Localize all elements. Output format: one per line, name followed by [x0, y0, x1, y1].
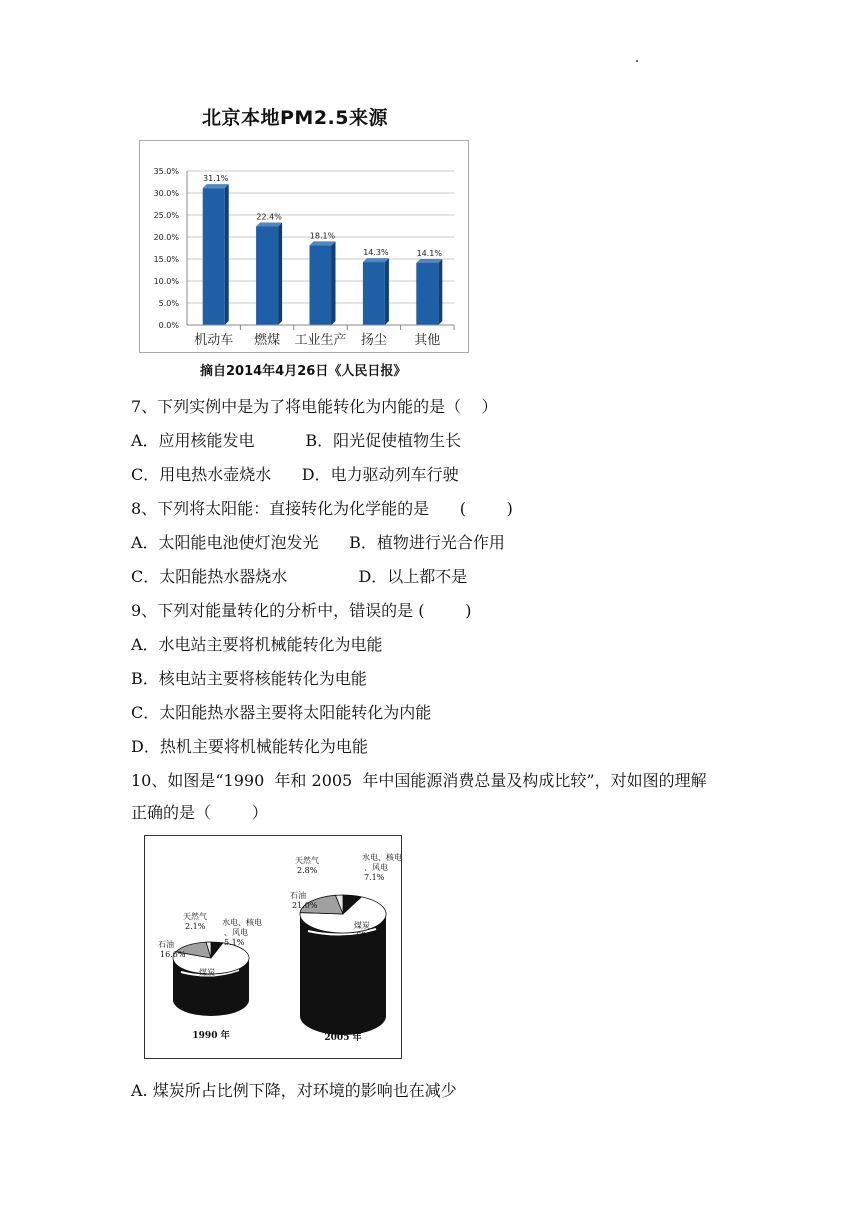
- bar-value-label: 18.1%: [309, 231, 336, 241]
- question-7-stem: 7、下列实例中是为了将电能转化为内能的是（ ）: [131, 397, 498, 416]
- y-tick-label: 35.0%: [153, 167, 179, 176]
- y-tick-label: 0.0%: [158, 321, 179, 330]
- x-tick-label: 工业生产: [294, 333, 347, 348]
- question-10-stem-line1: 10、如图是“1990 年和 2005 年中国能源消费总量及构成比较”，对如图的理解: [131, 771, 707, 790]
- pm25-bar-chart: [139, 140, 469, 353]
- page-dot: [636, 60, 638, 62]
- question-9-option-b: B．核电站主要将核能转化为电能: [131, 669, 367, 688]
- pie-slice-label: 水电、核电、风电 5.1%: [222, 918, 262, 947]
- bar-side: [225, 184, 229, 325]
- bar: [363, 262, 385, 325]
- bar: [416, 263, 438, 325]
- pie-slice-label: 石油 21.0%: [290, 891, 318, 910]
- bar-value-label: 31.1%: [202, 174, 229, 184]
- x-tick-label: 机动车: [194, 333, 234, 348]
- x-tick-label: 其他: [414, 333, 441, 348]
- pie-slice-label: 煤炭 76.2%: [199, 968, 227, 987]
- bar-value-label: 14.3%: [363, 248, 389, 258]
- bar-value-label: 14.1%: [416, 248, 443, 258]
- question-10-stem-line2: 正确的是（ ）: [131, 803, 268, 822]
- question-9-option-c: C．太阳能热水器主要将太阳能转化为内能: [131, 703, 432, 722]
- question-8-stem: 8、下列将太阳能：直接转化为化学能的是 ( ): [131, 499, 513, 518]
- pie-year-label: 1990 年: [192, 1031, 230, 1041]
- question-7-options-ab: A．应用核能发电 B．阳光促使植物生长: [131, 431, 462, 450]
- pie-slice-label: 天然气 2.8%: [295, 856, 319, 875]
- bar-chart-title: 北京本地PM2.5来源: [202, 107, 388, 129]
- chart-source-caption: 摘自2014年4月26日《人民日报》: [200, 364, 407, 379]
- x-tick-label: 扬尘: [360, 333, 387, 348]
- question-7-options-cd: C．用电热水壶烧水 D．电力驱动列车行驶: [131, 465, 459, 484]
- y-tick-label: 15.0%: [153, 255, 179, 264]
- pie-slice-label: 石油 16.6%: [158, 940, 186, 959]
- pie-year-label: 2005 年: [324, 1033, 362, 1043]
- bar: [310, 245, 332, 325]
- bar: [203, 188, 225, 325]
- pie-slice-label: 水电、核电、风电 7.1%: [362, 853, 402, 882]
- y-tick-label: 25.0%: [153, 211, 179, 220]
- bar-top: [256, 222, 282, 226]
- pie-slice-label: 煤炭 69.1%: [354, 921, 382, 940]
- y-tick-label: 20.0%: [153, 233, 179, 242]
- bar-side: [278, 222, 282, 325]
- pie-slice-label: 天然气 2.1%: [183, 912, 207, 931]
- question-10-option-a: A. 煤炭所占比例下降，对环境的影响也在减少: [131, 1081, 457, 1100]
- y-tick-label: 30.0%: [153, 189, 179, 198]
- bar-value-label: 22.4%: [256, 212, 282, 222]
- x-tick-label: 燃煤: [254, 333, 281, 348]
- bar-side: [385, 258, 389, 325]
- question-8-options-cd: C．太阳能热水器烧水 D．以上都不是: [131, 567, 468, 586]
- question-9-option-a: A．水电站主要将机械能转化为电能: [131, 635, 383, 654]
- bar: [256, 226, 278, 325]
- bar-top: [310, 241, 336, 245]
- bar-top: [416, 259, 442, 263]
- y-tick-label: 5.0%: [158, 299, 179, 308]
- question-8-options-ab: A．太阳能电池使灯泡发光 B．植物进行光合作用: [131, 533, 505, 552]
- y-tick-label: 10.0%: [153, 277, 179, 286]
- energy-pie-charts: [144, 835, 402, 1059]
- bar-top: [363, 258, 389, 262]
- bar-top: [203, 184, 229, 188]
- bar-side: [438, 259, 442, 325]
- bar-side: [332, 241, 336, 325]
- question-9-option-d: D．热机主要将机械能转化为电能: [131, 737, 368, 756]
- question-9-stem: 9、下列对能量转化的分析中，错误的是 ( ): [131, 601, 472, 620]
